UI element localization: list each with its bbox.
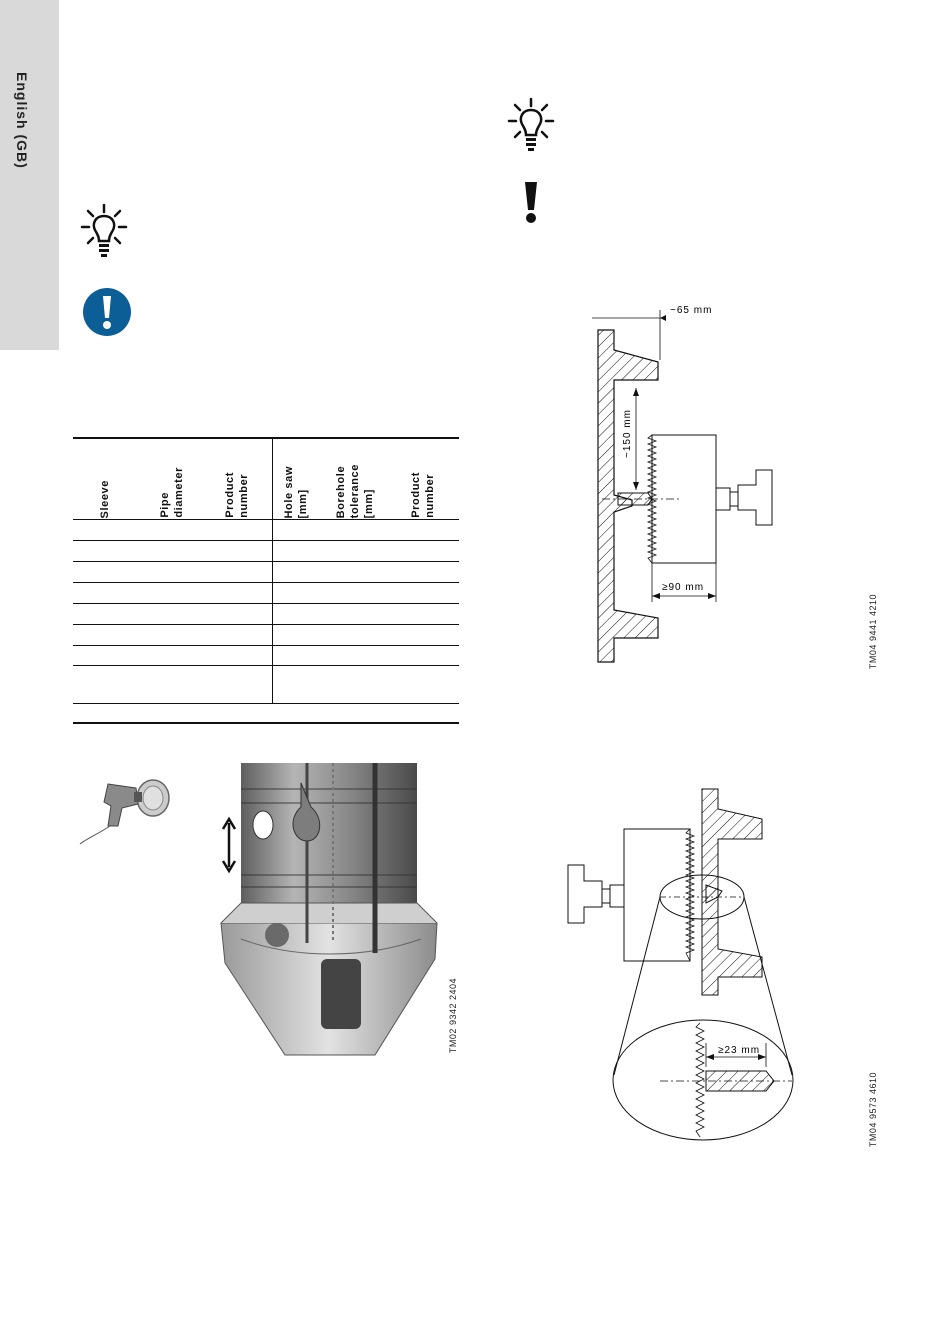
dimension-65mm: ~65 mm	[670, 305, 713, 316]
table-row	[73, 561, 459, 562]
figure-code-section: TM04 9441 4210	[868, 594, 878, 670]
header-product-number-2: Product number	[410, 472, 436, 518]
table-row	[73, 540, 459, 541]
dimension-23mm: ≥23 mm	[718, 1045, 761, 1056]
table-header-row	[73, 437, 459, 518]
table-row	[73, 603, 459, 604]
header-hole-saw: Hole saw [mm]	[283, 465, 309, 518]
table-row	[73, 582, 459, 583]
table-row	[73, 665, 459, 666]
language-label: English (GB)	[14, 72, 30, 169]
header-borehole-tolerance: Borehole tolerance [mm]	[335, 463, 375, 518]
dimension-150mm: ~150 mm	[622, 409, 633, 458]
lightbulb-icon	[80, 203, 128, 259]
figure-code-drill: TM02 9342 2404	[448, 978, 458, 1054]
header-pipe-diameter: Pipe diameter	[159, 467, 185, 518]
table-bottom-rule	[73, 722, 459, 724]
figure-code-detail: TM04 9573 4610	[868, 1072, 878, 1148]
header-sleeve: Sleeve	[99, 479, 111, 518]
drill-illustration	[78, 770, 178, 850]
table-row	[73, 624, 459, 625]
caution-exclamation-icon	[520, 180, 542, 226]
header-product-number: Product number	[224, 472, 250, 518]
borehole-detail-drawing	[560, 785, 805, 1147]
info-exclamation-icon	[81, 286, 133, 338]
table-row	[73, 519, 459, 520]
wall-section-drawing	[588, 300, 788, 670]
pit-tank-illustration	[215, 763, 443, 1059]
lightbulb-icon	[507, 97, 555, 153]
table-row	[73, 645, 459, 646]
table-row	[73, 703, 459, 704]
dimension-90mm: ≥90 mm	[662, 582, 705, 593]
language-sidebar	[0, 0, 59, 350]
